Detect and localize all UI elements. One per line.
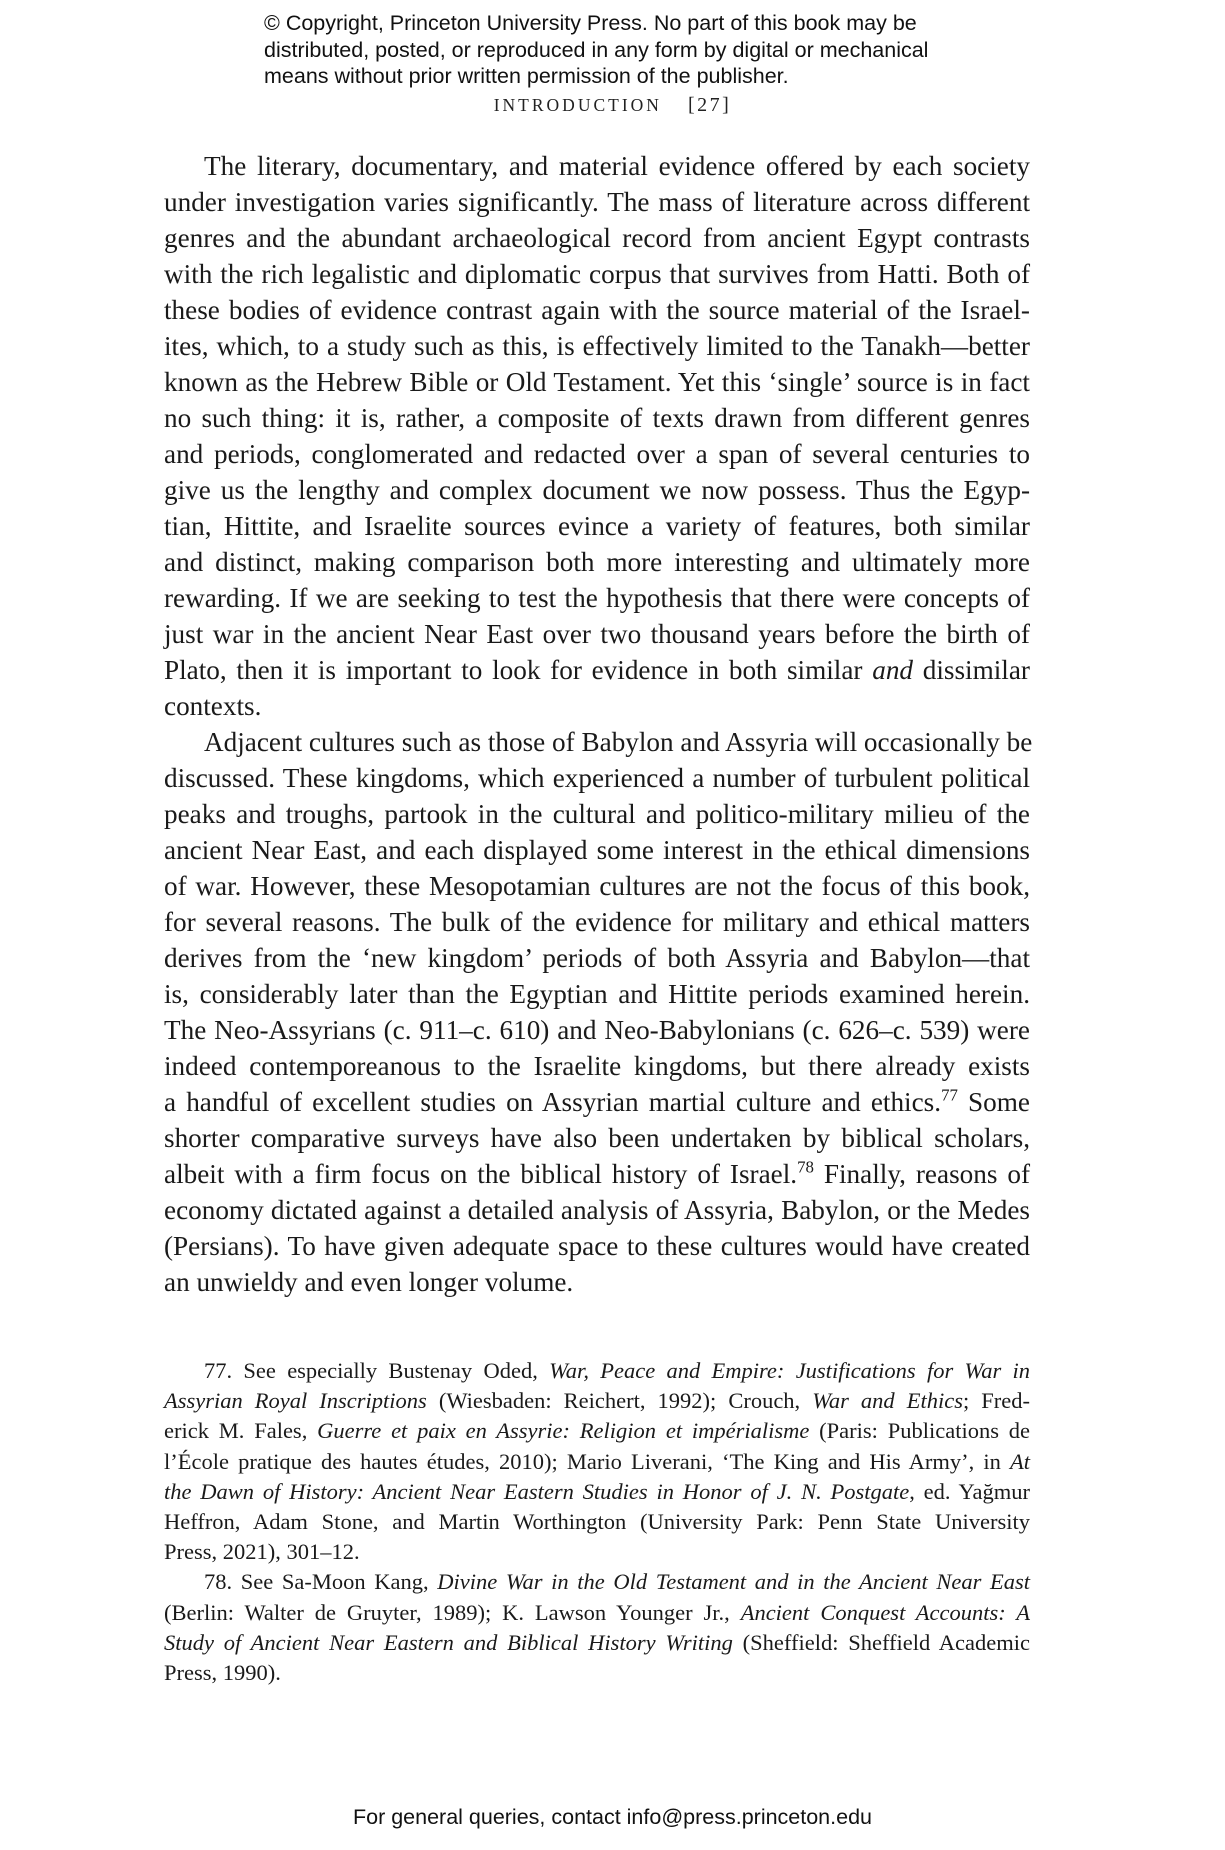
text-line: discussed. These kingdoms, which experienced a number of turbulent political [164,763,1030,793]
copyright-line: means without prior written permission of the publisher. [264,64,789,88]
text-line: rewarding. If we are seeking to test the hypothesis that there were concepts of [164,583,1030,613]
text-line: contexts. [164,691,262,721]
text-line: (Persians). To have given adequate space to these cultures would have created [164,1231,1030,1261]
text-line: no such thing: it is, rather, a composite of texts drawn from different genres [164,403,1030,433]
text-run: ; Fred- [962,1388,1030,1414]
text-line: for several reasons. The bulk of the evidence for military and ethical matters [164,907,1030,937]
running-head [0,94,1225,117]
paragraph [164,148,1030,724]
footnotes [164,1356,1030,1688]
footnote-ref-78[interactable]: 78 [797,1157,814,1177]
text-line: of war. However, these Mesopotamian cultures are not the focus of this book, [164,871,1030,901]
work-title: Guerre et paix en Assyrie: Religion et impérialisme [317,1418,810,1444]
text-run: (Sheffield: Sheffield Academic [732,1629,1030,1655]
paragraph [164,724,1033,1300]
text-line: known as the Hebrew Bible or Old Testament. Yet this ‘single’ source is in fact [164,367,1030,397]
text-run: Finally, reasons of [813,1159,1030,1189]
footnote-line: Press, 1990). [164,1660,281,1686]
text-line: The literary, documentary, and material evidence offered by each society [204,151,1030,181]
text-line: give us the lengthy and complex document we now possess. Thus the Egyp- [164,475,1030,505]
work-title: War, Peace and Empire: Justifications for War in [549,1358,1030,1383]
footnote-line [164,1477,1030,1507]
text-run: a handful of excellent studies on Assyrian martial culture and ethics. [164,1087,942,1117]
text-line [164,1084,1030,1120]
text-line: and distinct, making comparison both more interesting and ultimately more [164,547,1030,577]
work-title: Study of Ancient Near Eastern and Biblical History Writing [164,1629,733,1655]
text-line: shorter comparative surveys have also been undertaken by biblical scholars, [164,1123,1030,1153]
footnote-line [164,1598,1030,1628]
text-run: (Berlin: Walter de Gruyter, 1989); K. Lawson Younger Jr., [164,1599,741,1625]
running-head-section: INTRODUCTION [493,95,662,115]
footnote-line [164,1416,1030,1446]
text-line: an unwieldy and even longer volume. [164,1267,574,1297]
text-line: Adjacent cultures such as those of Babylon and Assyria will occasionally be [204,727,1033,757]
text-line: tian, Hittite, and Israelite sources evince a variety of features, both similar [164,511,1030,541]
work-title: Divine War in the Old Testament and in the Ancient Near East [437,1569,1030,1595]
text-run: dissimilar [913,655,1030,685]
text-line: genres and the abundant archaeological record from ancient Egypt contrasts [164,223,1030,253]
footnote-line [164,1567,1030,1597]
text-line [164,1156,1030,1192]
work-title: the Dawn of History: Ancient Near Eastern Studies in Honor of J. N. Postgate [164,1478,910,1504]
body-text [164,148,1033,1300]
footnote-78 [164,1567,1030,1688]
text-run: l’École pratique des hautes études, 2010); Mario Liverani, ‘The King and His Army’, in [164,1448,1010,1474]
text-run: 77. See especially Bustenay Oded, [204,1358,550,1383]
text-line: these bodies of evidence contrast again with the source material of the Israel- [164,295,1030,325]
text-line: economy dictated against a detailed analysis of Assyria, Babylon, or the Medes [164,1195,1030,1225]
work-title: Assyrian Royal Inscriptions [164,1388,427,1414]
footnote-line [164,1356,1030,1386]
footnote-77 [164,1356,1030,1567]
footnote-line [164,1628,1030,1658]
text-line: just war in the ancient Near East over two thousand years before the birth of [164,619,1030,649]
text-run: , ed. Yağmur [909,1478,1030,1504]
footnote-ref-77[interactable]: 77 [941,1085,958,1105]
text-run: 78. See Sa-Moon Kang, [204,1569,438,1595]
copyright-line: distributed, posted, or reproduced in any form by digital or mechanical [264,37,929,62]
text-line: is, considerably later than the Egyptian and Hittite periods examined herein. [164,979,1030,1009]
text-line: peaks and troughs, partook in the cultural and politico-military milieu of the [164,799,1030,829]
footnote-line: Heffron, Adam Stone, and Martin Worthington (University Park: Penn State University [164,1509,1030,1535]
page-number: [27] [687,94,732,116]
work-title: Ancient Conquest Accounts: A [740,1599,1030,1625]
text-run: (Paris: Publications de [809,1418,1031,1444]
text-line [164,652,1030,688]
work-title: At [1010,1448,1030,1474]
emphasis: and [872,655,913,685]
text-run: erick M. Fales, [164,1418,318,1444]
text-line: ancient Near East, and each displayed some interest in the ethical dimensions [164,835,1030,865]
text-run: Plato, then it is important to look for evidence in both similar [164,655,873,685]
copyright-line: © Copyright, Princeton University Press. No part of this book may be [264,11,917,35]
text-line: The Neo-Assyrians (c. 911–c. 610) and Neo-Babylonians (c. 626–c. 539) were [164,1015,1030,1045]
text-run: (Wiesbaden: Reichert, 1992); Crouch, [426,1388,813,1414]
footnote-line [164,1386,1030,1416]
text-line: with the rich legalistic and diplomatic corpus that survives from Hatti. Both of [164,259,1030,289]
text-run: Some [957,1087,1030,1117]
footnote-line [164,1447,1030,1477]
footer-contact: For general queries, contact info@press.princeton.edu [352,1805,872,1829]
text-line: ites, which, to a study such as this, is effectively limited to the Tanakh—better [164,331,1030,361]
text-line: under investigation varies significantly. The mass of literature across different [164,187,1030,217]
footnote-line: Press, 2021), 301–12. [164,1539,360,1565]
text-run: albeit with a firm focus on the biblical history of Israel. [164,1159,798,1189]
text-line: indeed contemporeanous to the Israelite kingdoms, but there already exists [164,1051,1030,1081]
copyright-notice [264,10,1024,90]
work-title: War and Ethics [812,1388,963,1414]
text-line: derives from the ‘new kingdom’ periods of both Assyria and Babylon—that [164,943,1030,973]
text-line: and periods, conglomerated and redacted over a span of several centuries to [164,439,1030,469]
